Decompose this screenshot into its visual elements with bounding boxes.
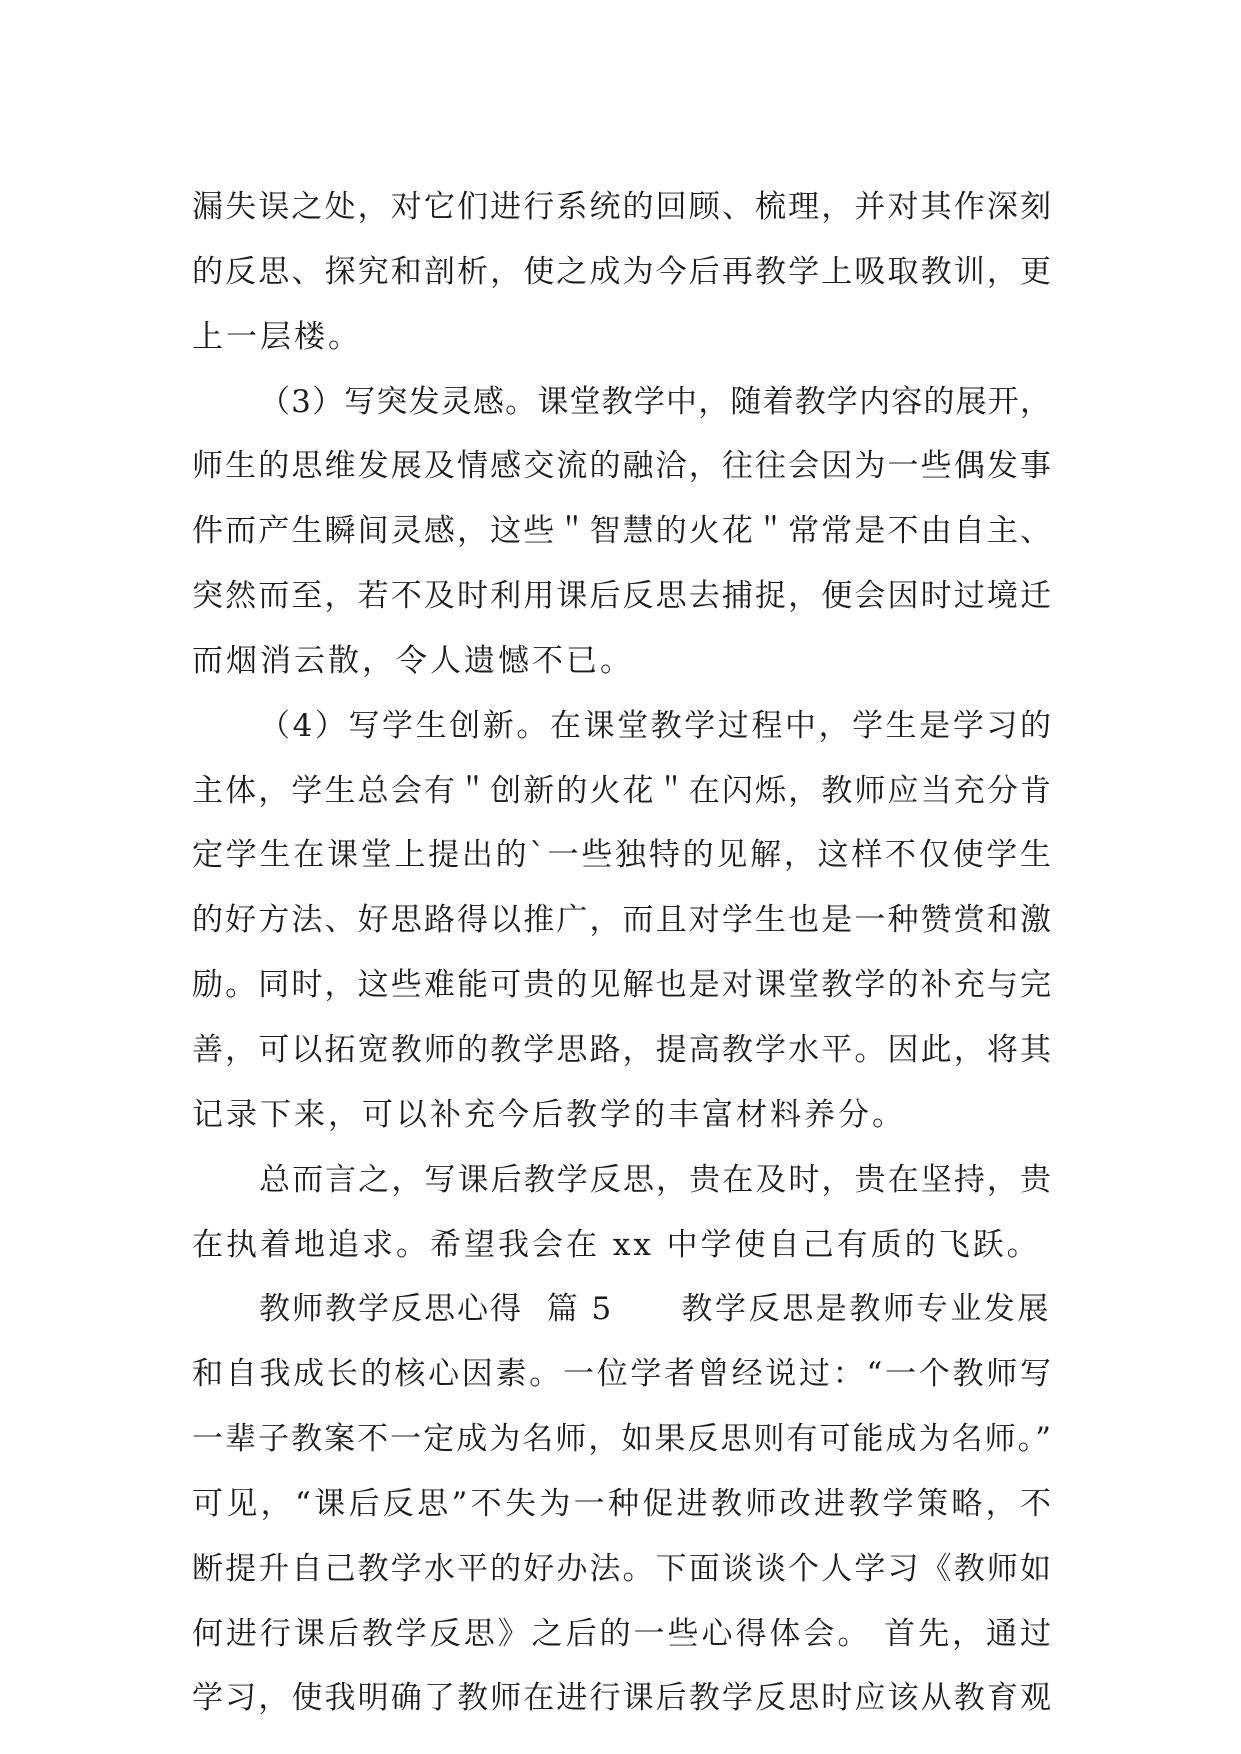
text-line: 定学生在课堂上提出的`一些独特的见解，这样不仅使学生 [192,837,1051,874]
section-first-line [192,1277,1051,1342]
text-line: 的好方法、好思路得以推广，而且对学生也是一种赞赏和激 [192,902,1051,939]
text-line: 的反思、探究和剖析，使之成为今后再教学上吸取教训，更 [192,253,1051,290]
text-line: 上一层楼。 [192,318,362,355]
section [192,1277,1051,1731]
text-line: 教学反思是教师专业发展 [681,1291,1051,1328]
text-line: （4）写学生创新。在课堂教学过程中，学生是学习的 [259,707,1051,744]
text-line: 何进行课后教学反思》之后的一些心得体会。 首先，通过 [192,1615,1051,1652]
text-line: 在执着地追求。希望我会在 xx 中学使自己有质的飞跃。 [192,1226,1041,1263]
text-line: 总而言之，写课后教学反思，贵在及时，贵在坚持，贵 [259,1161,1051,1198]
text-line: 可见，“课后反思”不失为一种促进教师改进教学策略，不 [192,1485,1051,1522]
text-line: 突然而至，若不及时利用课后反思去捕捉，便会因时过境迁 [192,578,1051,615]
text-line: 件而产生瞬间灵感，这些＂智慧的火花＂常常是不由自主、 [192,513,1051,550]
text-line: 和自我成长的核心因素。一位学者曾经说过：“一个教师写 [192,1356,1051,1393]
paragraph [192,175,1051,370]
text-line: 励。同时，这些难能可贵的见解也是对课堂教学的补充与完 [192,967,1051,1004]
text-line: 漏失误之处，对它们进行系统的回顾、梳理，并对其作深刻 [192,189,1051,225]
text-line: 一辈子教案不一定成为名师，如果反思则有可能成为名师。” [192,1421,1051,1458]
text-line: 学习，使我明确了教师在进行课后教学反思时应该从教育观 [192,1680,1051,1717]
text-line: 善，可以拓宽教师的教学思路，提高教学水平。因此，将其 [192,1031,1051,1068]
text-line: （3）写突发灵感。课堂教学中，随着教学内容的展开， [259,383,1051,420]
paragraph [192,370,1051,694]
section-heading: 教师教学反思心得 篇 5 [259,1291,614,1328]
paragraph [192,1148,1051,1278]
paragraph [192,694,1051,1148]
document-body [192,175,1051,1731]
text-line: 师生的思维发展及情感交流的融洽，往往会因为一些偶发事 [192,448,1051,485]
text-line: 记录下来，可以补充今后教学的丰富材料养分。 [192,1096,906,1133]
text-line: 而烟消云散，令人遗憾不已。 [192,642,634,679]
text-line: 断提升自己教学水平的好办法。下面谈谈个人学习《教师如 [192,1550,1051,1587]
text-line: 主体，学生总会有＂创新的火花＂在闪烁，教师应当充分肯 [192,772,1051,809]
